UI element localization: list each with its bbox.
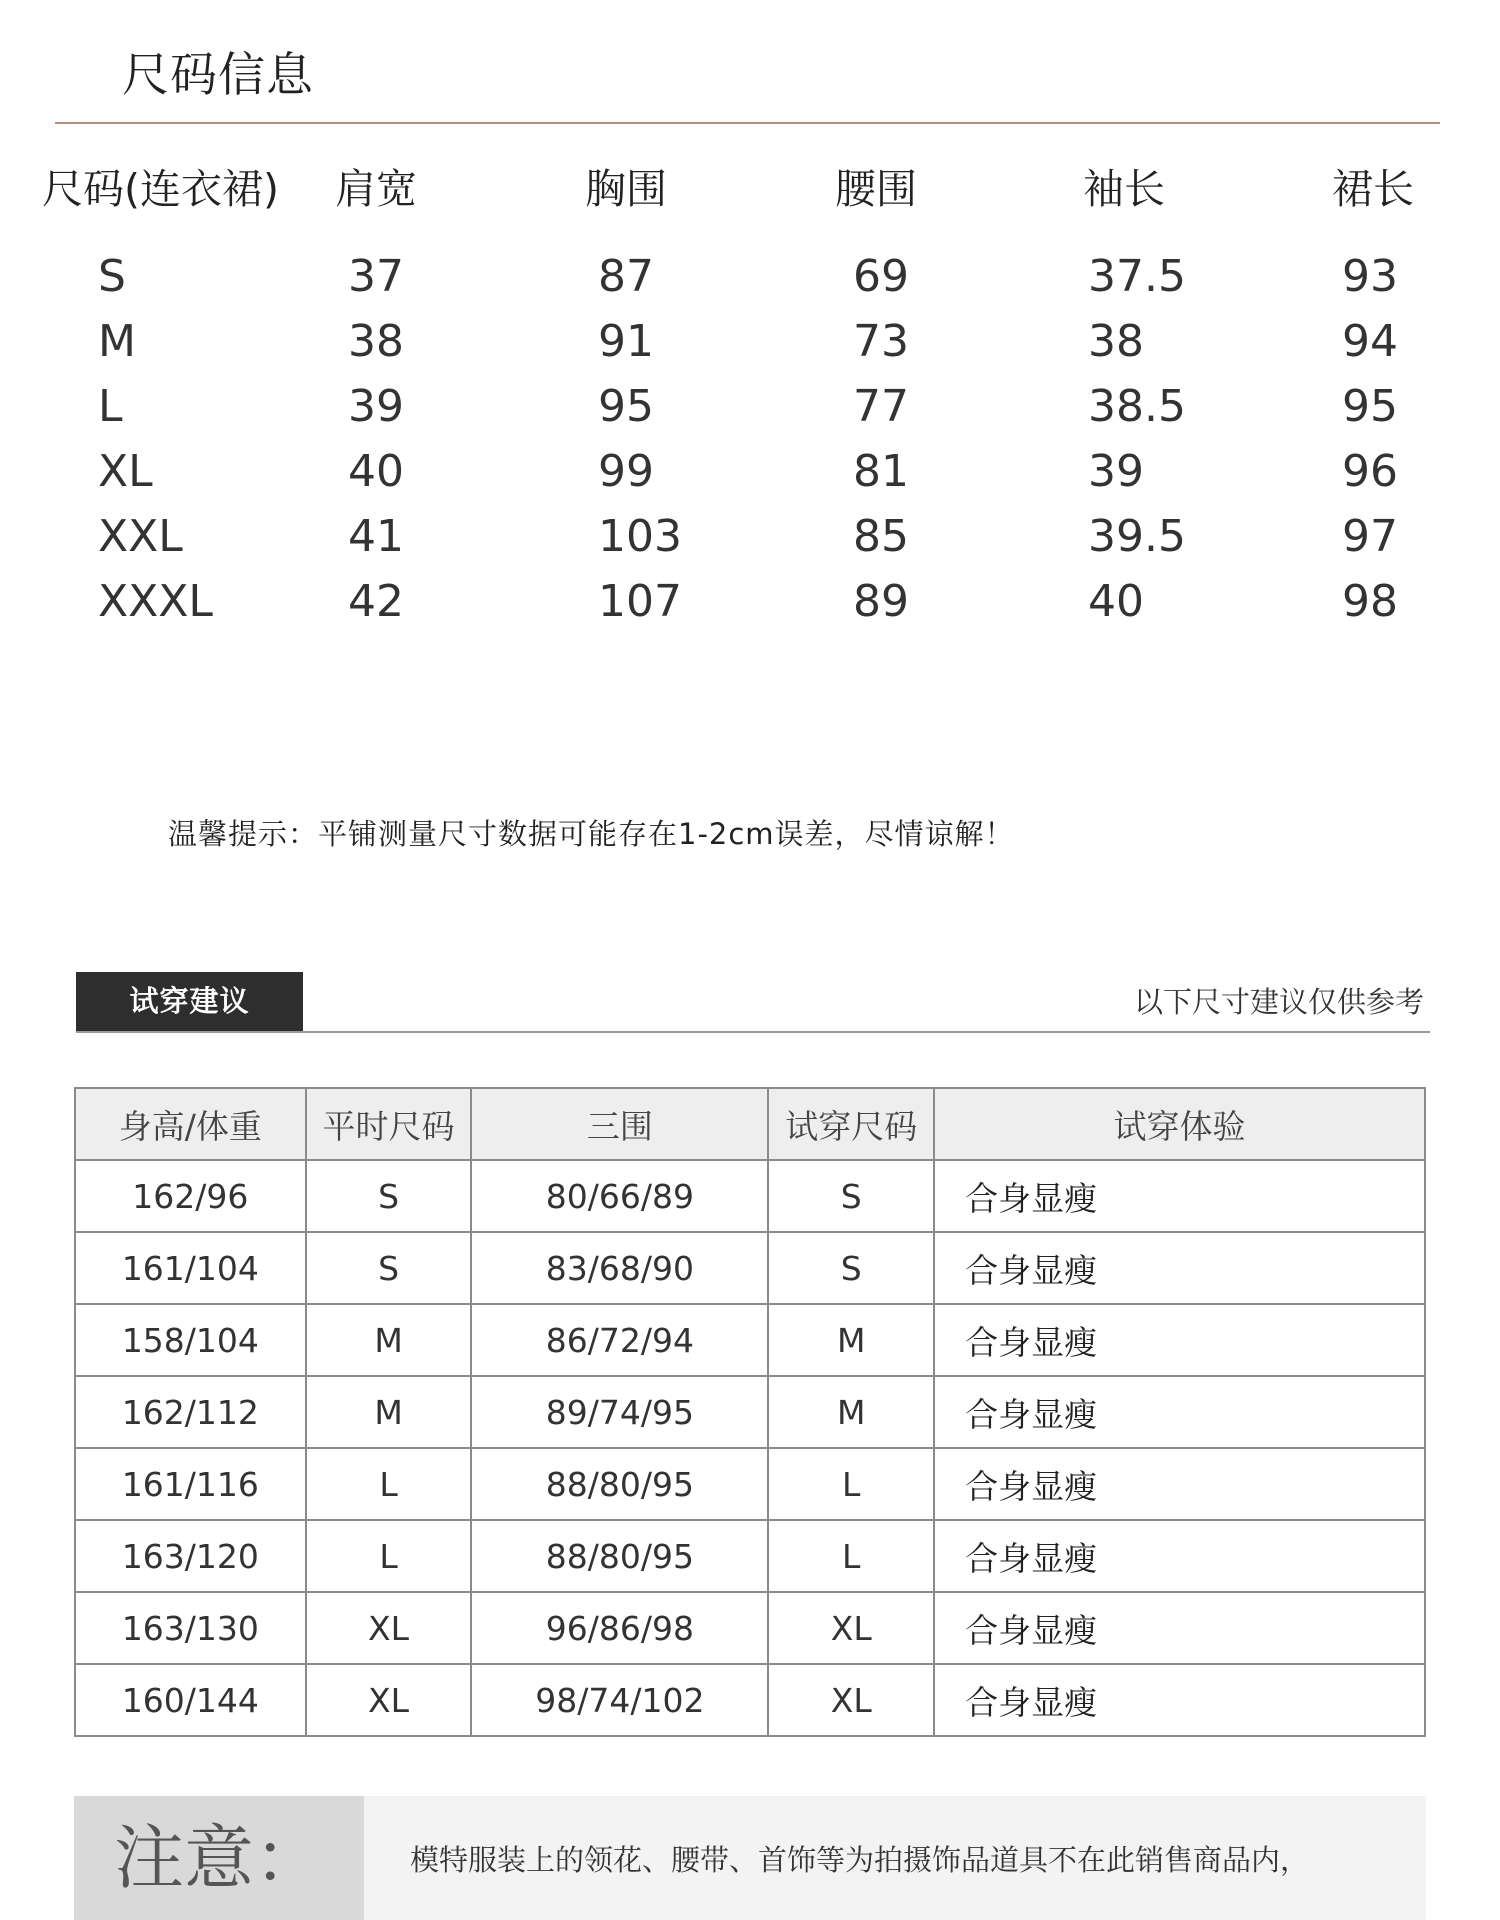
height-weight-cell: 163/120 <box>75 1520 306 1592</box>
size-value: 95 <box>1342 381 1398 432</box>
header-dress-length: 裙长 <box>1332 165 1414 213</box>
measurements-cell: 83/68/90 <box>471 1232 768 1304</box>
header-bust: 胸围 <box>585 165 667 213</box>
notice-text: 模特服装上的领花、腰带、首饰等为拍摄饰品道具不在此销售商品内， <box>410 1843 1310 1877</box>
size-value: 39.5 <box>1088 511 1186 562</box>
experience-cell: 合身显瘦 <box>934 1520 1425 1592</box>
size-value: 40 <box>1088 576 1144 627</box>
size-row <box>0 251 1500 320</box>
measurements-cell: 88/80/95 <box>471 1520 768 1592</box>
size-value: 95 <box>598 381 654 432</box>
experience-cell: 合身显瘦 <box>934 1232 1425 1304</box>
height-weight-cell: 162/96 <box>75 1160 306 1232</box>
size-label: L <box>98 381 123 432</box>
tried-size-cell: S <box>768 1232 934 1304</box>
size-value: 41 <box>348 511 404 562</box>
size-value: 73 <box>853 316 909 367</box>
size-value: 94 <box>1342 316 1398 367</box>
height-weight-cell: 162/112 <box>75 1376 306 1448</box>
tried-size-cell: S <box>768 1160 934 1232</box>
header-usual-size: 平时尺码 <box>306 1088 472 1160</box>
measurement-tip: 温馨提示：平铺测量尺寸数据可能存在1-2cm误差，尽情谅解！ <box>168 817 1015 851</box>
try-on-row <box>75 1160 1425 1232</box>
header-size: 尺码(连衣裙) <box>42 165 279 213</box>
usual-size-cell: L <box>306 1520 472 1592</box>
experience-cell: 合身显瘦 <box>934 1448 1425 1520</box>
size-label: XXL <box>98 511 183 562</box>
size-value: 89 <box>853 576 909 627</box>
size-label: XL <box>98 446 153 497</box>
experience-cell: 合身显瘦 <box>934 1160 1425 1232</box>
size-info-title: 尺码信息 <box>122 48 314 103</box>
try-on-tab: 试穿建议 <box>76 972 303 1031</box>
size-table-body <box>0 251 1500 645</box>
size-value: 39 <box>348 381 404 432</box>
measurements-cell: 88/80/95 <box>471 1448 768 1520</box>
try-on-body <box>75 1160 1425 1736</box>
size-value: 99 <box>598 446 654 497</box>
size-label: M <box>98 316 136 367</box>
size-row <box>0 511 1500 580</box>
height-weight-cell: 158/104 <box>75 1304 306 1376</box>
experience-cell: 合身显瘦 <box>934 1592 1425 1664</box>
header-height-weight: 身高/体重 <box>75 1088 306 1160</box>
header-experience: 试穿体验 <box>934 1088 1425 1160</box>
tried-size-cell: XL <box>768 1664 934 1736</box>
try-on-header-row <box>75 1088 1425 1160</box>
reference-note: 以下尺寸建议仅供参考 <box>1133 985 1424 1019</box>
experience-cell: 合身显瘦 <box>934 1664 1425 1736</box>
size-value: 38.5 <box>1088 381 1186 432</box>
size-table <box>0 150 1500 645</box>
size-value: 81 <box>853 446 909 497</box>
size-value: 103 <box>598 511 682 562</box>
size-label: S <box>98 251 126 302</box>
size-row <box>0 316 1500 385</box>
size-value: 87 <box>598 251 654 302</box>
header-measurements: 三围 <box>471 1088 768 1160</box>
size-value: 107 <box>598 576 682 627</box>
header-tried-size: 试穿尺码 <box>768 1088 934 1160</box>
usual-size-cell: M <box>306 1304 472 1376</box>
tried-size-cell: L <box>768 1448 934 1520</box>
size-row <box>0 381 1500 450</box>
usual-size-cell: M <box>306 1376 472 1448</box>
size-value: 42 <box>348 576 404 627</box>
height-weight-cell: 163/130 <box>75 1592 306 1664</box>
measurements-cell: 98/74/102 <box>471 1664 768 1736</box>
size-value: 97 <box>1342 511 1398 562</box>
tried-size-cell: L <box>768 1520 934 1592</box>
size-value: 37 <box>348 251 404 302</box>
header-waist: 腰围 <box>835 165 917 213</box>
usual-size-cell: L <box>306 1448 472 1520</box>
size-value: 96 <box>1342 446 1398 497</box>
try-on-row <box>75 1376 1425 1448</box>
size-value: 38 <box>1088 316 1144 367</box>
size-value: 85 <box>853 511 909 562</box>
usual-size-cell: S <box>306 1232 472 1304</box>
size-value: 40 <box>348 446 404 497</box>
measurements-cell: 89/74/95 <box>471 1376 768 1448</box>
size-value: 39 <box>1088 446 1144 497</box>
tried-size-cell: XL <box>768 1592 934 1664</box>
try-on-row <box>75 1592 1425 1664</box>
tried-size-cell: M <box>768 1304 934 1376</box>
measurements-cell: 96/86/98 <box>471 1592 768 1664</box>
size-value: 93 <box>1342 251 1398 302</box>
size-table-header <box>0 150 1500 213</box>
measurements-cell: 86/72/94 <box>471 1304 768 1376</box>
experience-cell: 合身显瘦 <box>934 1376 1425 1448</box>
size-value: 91 <box>598 316 654 367</box>
size-row <box>0 446 1500 515</box>
measurements-cell: 80/66/89 <box>471 1160 768 1232</box>
experience-cell: 合身显瘦 <box>934 1304 1425 1376</box>
title-divider <box>55 122 1440 124</box>
tried-size-cell: M <box>768 1376 934 1448</box>
usual-size-cell: XL <box>306 1592 472 1664</box>
height-weight-cell: 161/104 <box>75 1232 306 1304</box>
size-value: 69 <box>853 251 909 302</box>
try-on-row <box>75 1232 1425 1304</box>
header-shoulder: 肩宽 <box>335 165 417 213</box>
try-on-row <box>75 1304 1425 1376</box>
size-value: 77 <box>853 381 909 432</box>
size-value: 37.5 <box>1088 251 1186 302</box>
usual-size-cell: S <box>306 1160 472 1232</box>
header-sleeve: 袖长 <box>1083 165 1165 213</box>
try-on-row <box>75 1448 1425 1520</box>
size-value: 98 <box>1342 576 1398 627</box>
try-on-table <box>74 1087 1426 1737</box>
height-weight-cell: 160/144 <box>75 1664 306 1736</box>
height-weight-cell: 161/116 <box>75 1448 306 1520</box>
size-label: XXXL <box>98 576 213 627</box>
try-on-divider <box>76 1031 1430 1033</box>
usual-size-cell: XL <box>306 1664 472 1736</box>
size-row <box>0 576 1500 645</box>
try-on-row <box>75 1520 1425 1592</box>
size-value: 38 <box>348 316 404 367</box>
notice-label: 注意： <box>74 1796 364 1920</box>
try-on-row <box>75 1664 1425 1736</box>
